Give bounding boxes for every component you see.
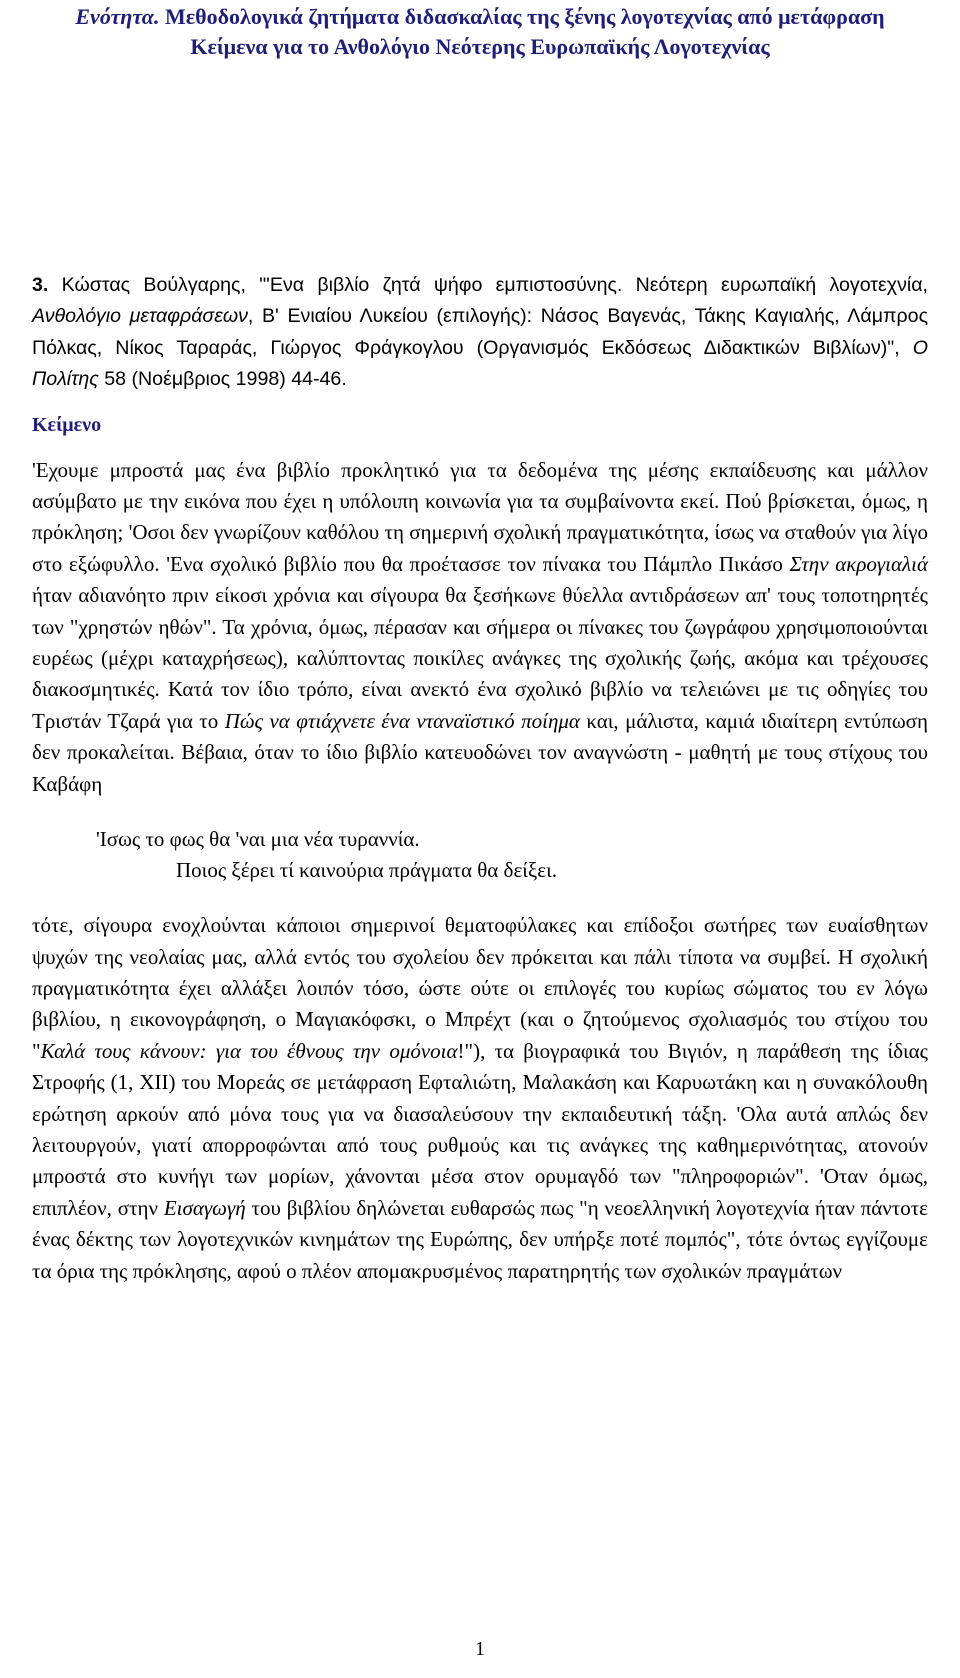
reference-number: 3.: [32, 274, 49, 296]
paragraph-2-italic-2: Εισαγωγή: [163, 1195, 246, 1220]
paragraph-1-text-1: 'Εχουμε μπροστά μας ένα βιβλίο προκλητικό για τα δεδομένα της μέσης εκπαίδευσης και μάλλον ασύμβατο με την εικόνα που έχει η υπόλοιπη κοινωνία για τα συμβαίνοντα εκεί. Πού βρίσκεται, όμως, η πρόκληση; 'Οσοι δεν γνωρίζουν καθόλου τη σημερινή σχολική πραγματικότητα, ίσως να σταθούν για λίγο στο εξώφυλλο. 'Ενα σχολικό βιβλίο που θα προέτασσε τον πίνακα του Πάμπλο Πικάσο: [32, 457, 928, 576]
page-number: 1: [475, 1638, 485, 1660]
unit-heading: [28, 2, 932, 32]
reference-text-b: , Β' Ενιαίου Λυκείου (επιλογής): Νάσος Βαγενάς, Τάκης Καγιαλής, Λάμπρος Πόλκας, Νίκος Ταραράς, Γιώργος Φράγκογλου (Οργανισμός Εκδόσεως Διδακτικών Βιβλίων)",: [32, 305, 929, 359]
paragraph-2-text-3: του βιβλίου δηλώνεται ευθαρσώς πως "η νεοελληνική λογοτεχνία ήταν πάντοτε ένας δέκτης των λογοτεχνικών κινημάτων της Ευρώπης, δεν υπήρξε ποτέ πομπός", τότε όντως εγγίζουμε τα όρια της πρόκλησης, αφού ο πλέον απομακρυσμένος παρατηρητής των σχολικών πραγμάτων: [32, 1195, 928, 1283]
paragraph-1-italic-2: Πώς να φτιάχνετε ένα νταναϊστικό ποίημα: [224, 708, 580, 733]
reference-text-c: 58 (Νοέμβριος 1998) 44-46.: [98, 368, 347, 391]
reference-italic-b: Ο Πολίτης: [32, 336, 928, 391]
unit-title: Μεθοδολογικά ζητήματα διδασκαλίας της ξένης λογοτεχνίας από μετάφραση: [164, 4, 885, 29]
document-body: [32, 270, 928, 1287]
poem-quote: [96, 824, 928, 886]
reference-italic-a: Ανθολόγιο μεταφράσεων: [32, 305, 248, 328]
bibliographic-reference: [32, 270, 928, 396]
document-subtitle: Κείμενα για το Ανθολόγιο Νεότερης Ευρωπαϊκής Λογοτεχνίας: [190, 34, 770, 59]
paragraph-2-italic-1: Καλά τους κάνουν: για του έθνους την ομόνοια: [40, 1038, 458, 1063]
paragraph-1-text-2: ήταν αδιανόητο πριν είκοσι χρόνια και σίγουρα θα ξεσήκωνε θύελλα αντιδράσεων απ' τους τοποτηρητές των "χρηστών ηθών". Τα χρόνια, όμως, πέρασαν και σήμερα οι πίνακες του ζωγράφου χρησιμοποιούνται ευρέως (μέχρι καταχρήσεως), καλύπτοντας ποικίλες ανάγκες της σχολικής ζωής, ακόμα και τρέχουσες διακοσμητικές. Κατά τον ίδιο τρόπο, είναι ανεκτό ένα σχολικό βιβλίο να τελειώνει με τις οδηγίες του Τριστάν Τζαρά για το: [32, 583, 928, 733]
paragraph-1: [32, 455, 928, 800]
paragraph-1-text-3: και, μάλιστα, καμιά ιδιαίτερη εντύπωση δεν προκαλείται. Βέβαια, όταν το ίδιο βιβλίο κατευοδώνει τον αναγνώστη - μαθητή με τους στίχους του Καβάφη: [32, 708, 928, 796]
reference-text-a: Κώστας Βούλγαρης, "'Ενα βιβλίο ζητά ψήφο εμπιστοσύνης. Νεότερη ευρωπαϊκή λογοτεχνία,: [48, 274, 928, 296]
section-title: Κείμενο: [32, 413, 102, 436]
paragraph-2-text-1: τότε, σίγουρα ενοχλούνται κάποιοι σημερινοί θεματοφύλακες και επίδοξοι σωτήρες των ευαίσθητων ψυχών της νεολαίας μας, αλλά εντός του σχολείου δεν πρόκειται και πάλι τίποτα να συμβεί. Η σχολική πραγματικότητα έχει αλλάξει λοιπόν τόσο, ώστε ούτε οι επιλογές του κυρίως σώματος του εν λόγω βιβλίου, η εικονογράφηση, ο Μαγιακόφσκι, ο Μπρέχτ (και ο ζητούμενος σχολιασμός του στίχου του ": [32, 913, 928, 1063]
poem-line-1: 'Ισως το φως θα 'ναι μια νέα τυραννία.: [96, 827, 420, 852]
unit-label: Ενότητα.: [75, 4, 160, 29]
paragraph-2: [32, 910, 928, 1287]
document-header: [28, 2, 932, 62]
paragraph-1-italic-1: Στην ακρογιαλιά: [789, 551, 928, 576]
poem-line-2: Ποιος ξέρει τί καινούρια πράγματα θα δείξει.: [176, 858, 557, 883]
paragraph-2-text-2: !"), τα βιογραφικά του Βιγιόν, η παράθεση της ίδιας Στροφής (1, XII) του Μορεάς σε μετάφραση Εφταλιώτη, Μαλακάση και Καρυωτάκη και η συνακόλουθη ερώτηση αρκούν από μόνα τους για να διασαλεύσουν την εκπαιδευτική τάξη. 'Ολα αυτά απλώς δεν λειτουργούν, γιατί απορροφώνται από τους ρυθμούς και τις ανάγκες της καθημερινότητας, ατονούν μπροστά στο κυνήγι των μορίων, χάνονται μέσα στον ορυμαγδό των "πληροφοριών". 'Οταν όμως, επιπλέον, στην: [32, 1038, 928, 1220]
